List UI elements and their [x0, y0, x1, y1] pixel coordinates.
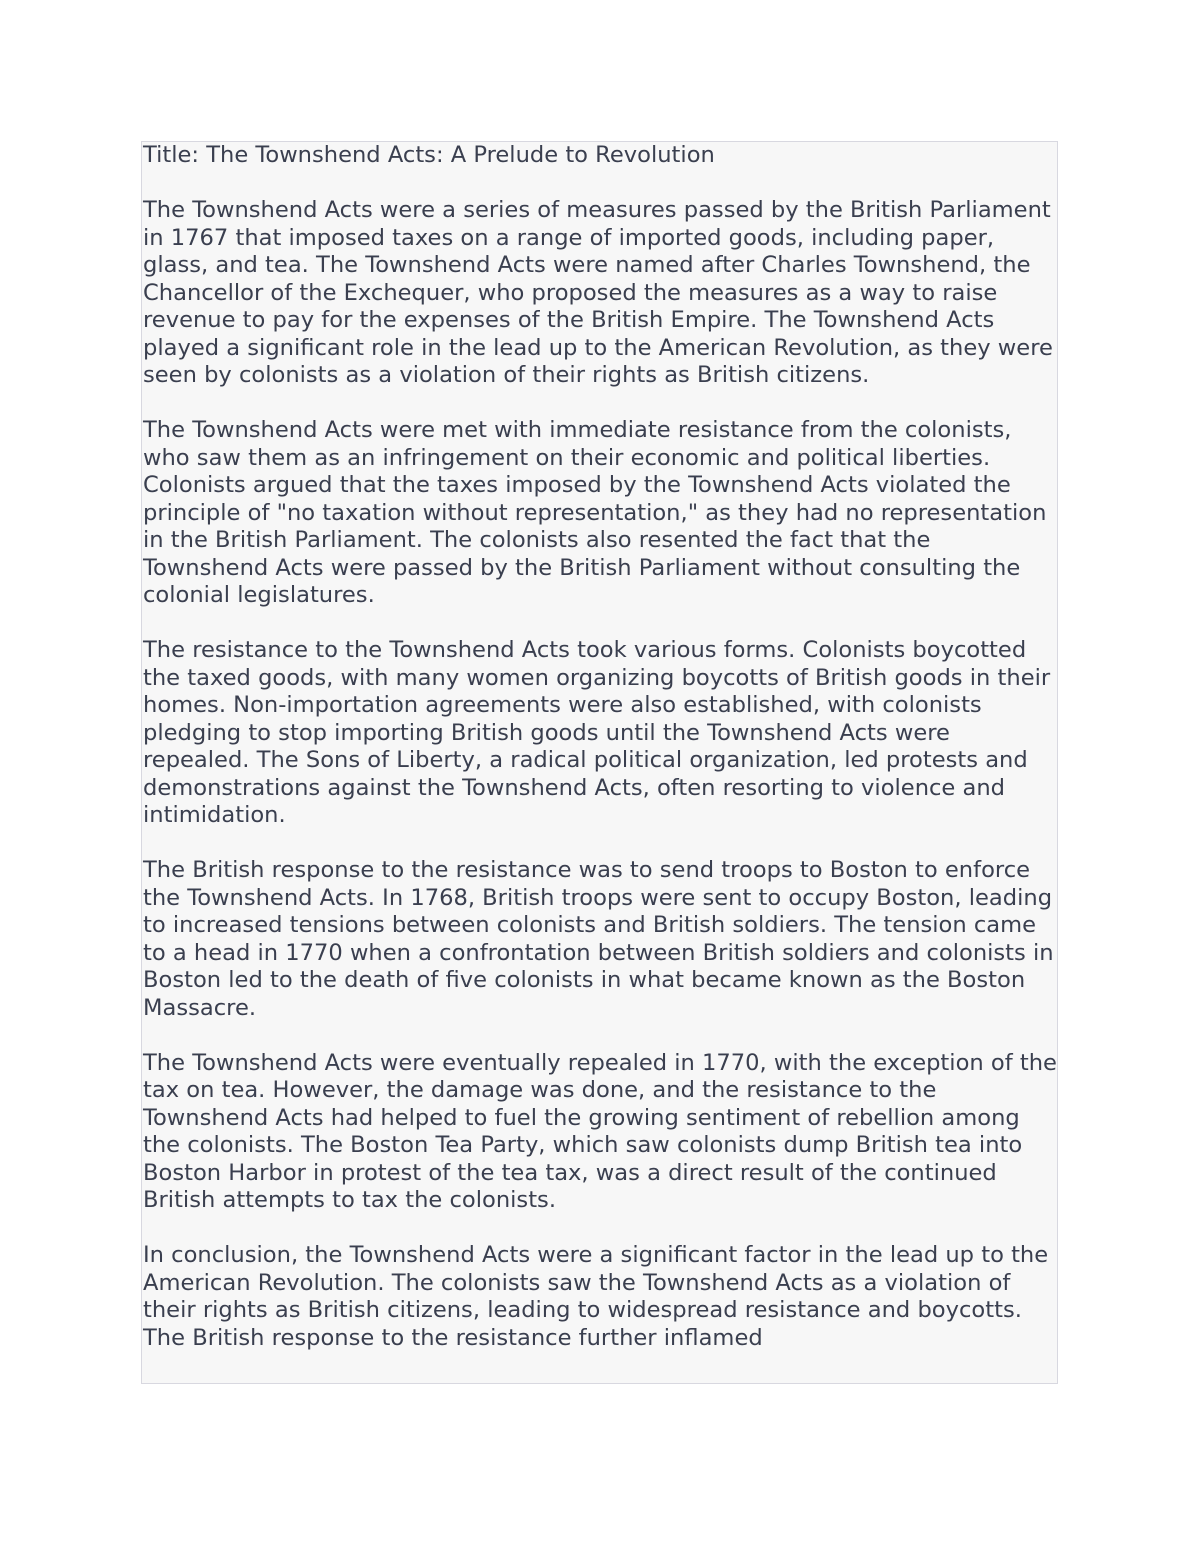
- paragraph-4: The British response to the resistance was to send troops to Boston to enforce the Townshend Acts. In 1768, British troops were sent to occupy Boston, leading to increased tensions between colonists and British soldiers. The tension came to a head in 1770 when a confrontation between British soldiers and colonists in Boston led to the death of five colonists in what became known as the Boston Massacre.: [143, 857, 1054, 1021]
- document-title: Title: The Townshend Acts: A Prelude to Revolution: [143, 142, 715, 168]
- document-text-box: [141, 141, 1058, 1384]
- paragraph-5: The Townshend Acts were eventually repealed in 1770, with the exception of the tax on tea. However, the damage was done, and the resistance to the Townshend Acts had helped to fuel the growing sentiment of rebellion among the colonists. The Boston Tea Party, which saw colonists dump British tea into Boston Harbor in protest of the tea tax, was a direct result of the continued British attempts to tax the colonists.: [143, 1049, 1057, 1213]
- paragraph-3: The resistance to the Townshend Acts took various forms. Colonists boycotted the taxed goods, with many women organizing boycotts of British goods in their homes. Non-importation agreements were also established, with colonists pledging to stop importing British goods until the Townshend Acts were repealed. The Sons of Liberty, a radical political organization, led protests and demonstrations against the Townshend Acts, often resorting to violence and intimidation.: [143, 637, 1051, 828]
- paragraph-1: The Townshend Acts were a series of measures passed by the British Parliament in 1767 that imposed taxes on a range of imported goods, including paper, glass, and tea. The Townshend Acts were named after Charles Townshend, the Chancellor of the Exchequer, who proposed the measures as a way to raise revenue to pay for the expenses of the British Empire. The Townshend Acts played a significant role in the lead up to the American Revolution, as they were seen by colonists as a violation of their rights as British citizens.: [143, 197, 1053, 388]
- paragraph-2: The Townshend Acts were met with immediate resistance from the colonists, who saw them as an infringement on their economic and political liberties. Colonists argued that the taxes imposed by the Townshend Acts violated the principle of "no taxation without representation," as they had no representation in the British Parliament. The colonists also resented the fact that the Townshend Acts were passed by the British Parliament without consulting the colonial legislatures.: [143, 417, 1047, 608]
- paragraph-6: In conclusion, the Townshend Acts were a significant factor in the lead up to the American Revolution. The colonists saw the Townshend Acts as a violation of their rights as British citizens, leading to widespread resistance and boycotts. The British response to the resistance further inflamed: [143, 1242, 1049, 1351]
